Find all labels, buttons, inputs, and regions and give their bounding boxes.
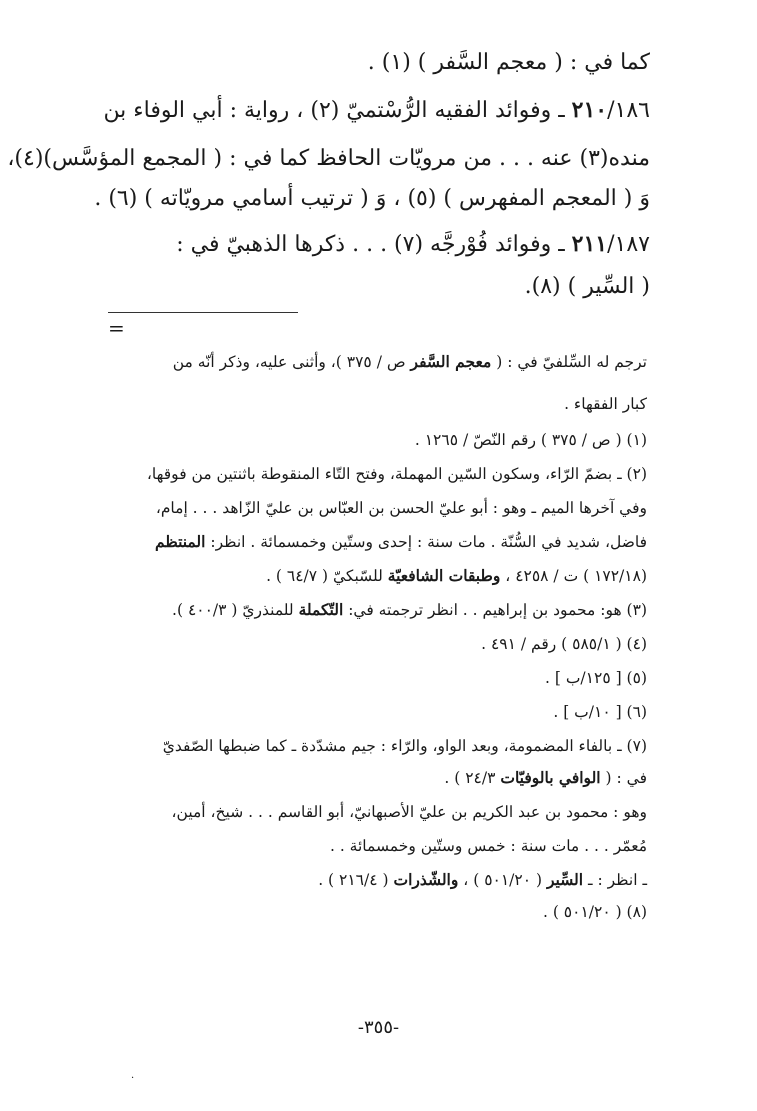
entry-211-number: ٢١١ (571, 231, 608, 257)
footnote-7-line-1: (٧) ـ بالفاء المضمومة، وبعد الواو، والرّاء : جيم مشدّدة ـ كما ضبطها الصّفديّ (162, 737, 647, 755)
footnote-7-line-4: مُعمّر . . . مات سنة : خمس وستّين وخمسمائة . . (329, 837, 647, 855)
footnote-intro-line-1: ترجم له السِّلفيّ في : ( معجم السَّفر ص / ٣٧٥ )، وأثنى عليه، وذكر أنّه من (172, 352, 647, 371)
footnote-separator-rule (108, 312, 298, 313)
footnote-2-line-2: وفي آخرها الميم ـ وهو : أبو عليّ الحسن بن العبّاس بن عليّ الزّاهد . . . إمام، (155, 499, 647, 517)
scan-dot: · (131, 1073, 135, 1084)
footnote-3: (٣) هو: محمود بن إبراهيم . . انظر ترجمته في: التّكملة للمنذريّ ( ٤٠٠/٣ ). (172, 600, 647, 619)
footnote-intro-line-2: كبار الفقهاء . (564, 395, 647, 413)
continuation-mark: = (108, 316, 125, 340)
footnote-5: (٥) [ ١٢٥/ب ] . (545, 669, 647, 687)
entry-210-line-3: وَ ( المعجم المفهرس ) (٥) ، وَ ( ترتيب أسامي مرويّاته ) (٦) . (94, 186, 650, 211)
footnote-7-line-3: وهو : محمود بن عبد الكريم بن عليّ الأصبهانيّ، أبو القاسم . . . شيخ، أمين، (171, 803, 647, 821)
footnote-2-line-1: (٢) ـ بضمّ الرّاء، وسكون السّين المهملة، وفتح التّاء المنقوطة باثنتين من فوقها، (146, 465, 647, 483)
footnote-6: (٦) [ ١٠/ب ] . (553, 703, 647, 721)
footnote-2-line-3: فاضل، شديد في السُّنّة . مات سنة : إحدى وستّين وخمسمائة . انظر: المنتظم (155, 532, 647, 551)
footnote-2-line-4: (١٧٢/١٨ ) ت / ٤٢٥٨ ، وطبقات الشافعيّة للسّبكيّ ( ٦٤/٧ ) . (266, 566, 647, 585)
footnote-8: (٨) ( ٥٠١/٢٠ ) . (542, 903, 647, 921)
footnote-1: (١) ( ص / ٣٧٥ ) رقم النّصّ / ١٢٦٥ . (414, 431, 647, 449)
entry-210-line-2: منده(٣) عنه . . . من مرويّات الحافظ كما في : ( المجمع المؤسَّس)(٤)، (7, 146, 650, 171)
page-number: -٣٥٥- (357, 1017, 400, 1038)
footnote-7-line-5: ـ انظر : ـ السِّير ( ٥٠١/٢٠ ) ، والشّذرات ( ٢١٦/٤ ) . (318, 870, 647, 889)
entry-210-line-1: ٢١٠/١٨٦ ـ وفوائد الفقيه الرُّسْتميّ (٢) ، رواية : أبي الوفاء بن (103, 97, 650, 123)
footnote-7-line-2: في : ( الوافي بالوفيّات ٢٤/٣ ) . (444, 768, 647, 787)
footnote-4: (٤) ( ٥٨٥/١ ) رقم / ٤٩١ . (481, 635, 647, 653)
main-line-1: كما في : ( معجم السَّفر ) (١) . (367, 50, 650, 75)
entry-211-line-1: ٢١١/١٨٧ ـ وفوائد فُوْرجَّه (٧) . . . ذكرها الذهبيّ في : (176, 231, 650, 257)
entry-211-line-2: ( السِّير ) (٨). (524, 274, 650, 299)
entry-210-number: ٢١٠ (571, 97, 608, 123)
